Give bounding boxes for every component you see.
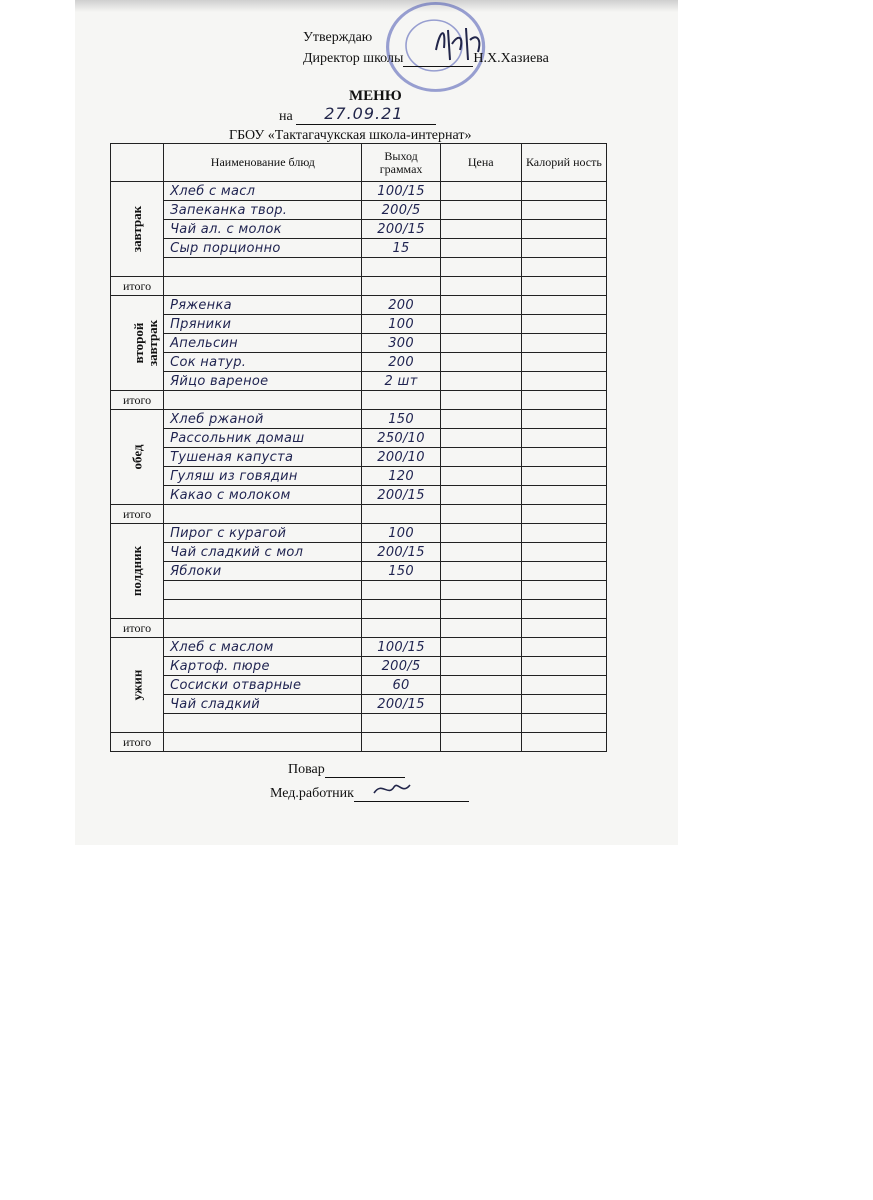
price-cell bbox=[440, 334, 521, 353]
price-cell bbox=[440, 410, 521, 429]
dish-name: Сосиски отварные bbox=[164, 676, 362, 695]
menu-table bbox=[110, 143, 607, 752]
dish-output: 15 bbox=[362, 239, 440, 258]
calories-cell bbox=[521, 410, 606, 429]
total-row bbox=[111, 391, 607, 410]
dish-name: Апельсин bbox=[164, 334, 362, 353]
table-row bbox=[111, 562, 607, 581]
table-row bbox=[111, 467, 607, 486]
table-row bbox=[111, 448, 607, 467]
total-label: итого bbox=[111, 277, 164, 296]
school-name: ГБОУ «Тактагачукская школа-интернат» bbox=[229, 128, 472, 143]
total-calories bbox=[521, 619, 606, 638]
total-label: итого bbox=[111, 733, 164, 752]
cook-label: Повар bbox=[288, 762, 325, 777]
price-cell bbox=[440, 220, 521, 239]
calories-cell bbox=[521, 334, 606, 353]
total-output bbox=[362, 505, 440, 524]
dish-name bbox=[164, 600, 362, 619]
dish-name: Яблоки bbox=[164, 562, 362, 581]
dish-output: 200 bbox=[362, 296, 440, 315]
dish-output: 2 шт bbox=[362, 372, 440, 391]
dish-name: Чай сладкий bbox=[164, 695, 362, 714]
header-dish: Наименование блюд bbox=[164, 144, 362, 182]
dish-output bbox=[362, 581, 440, 600]
total-output bbox=[362, 733, 440, 752]
total-row bbox=[111, 733, 607, 752]
price-cell bbox=[440, 657, 521, 676]
calories-cell bbox=[521, 581, 606, 600]
date-prefix: на bbox=[279, 109, 293, 124]
calories-cell bbox=[521, 600, 606, 619]
total-dish bbox=[164, 505, 362, 524]
meal-name: второй завтрак bbox=[131, 319, 160, 366]
total-dish bbox=[164, 619, 362, 638]
price-cell bbox=[440, 182, 521, 201]
table-header-row bbox=[111, 144, 607, 182]
table-row bbox=[111, 486, 607, 505]
dish-output: 100/15 bbox=[362, 638, 440, 657]
total-row bbox=[111, 277, 607, 296]
total-label: итого bbox=[111, 391, 164, 410]
dish-name bbox=[164, 714, 362, 733]
header-meal bbox=[111, 144, 164, 182]
total-dish bbox=[164, 391, 362, 410]
header-calories: Калорий ность bbox=[521, 144, 606, 182]
table-row bbox=[111, 695, 607, 714]
dish-output: 120 bbox=[362, 467, 440, 486]
meal-name-cell bbox=[111, 524, 164, 619]
dish-name: Чай сладкий с мол bbox=[164, 543, 362, 562]
price-cell bbox=[440, 315, 521, 334]
total-price bbox=[440, 391, 521, 410]
dish-output: 250/10 bbox=[362, 429, 440, 448]
table-row bbox=[111, 581, 607, 600]
table-row bbox=[111, 638, 607, 657]
calories-cell bbox=[521, 220, 606, 239]
price-cell bbox=[440, 258, 521, 277]
total-price bbox=[440, 619, 521, 638]
table-row bbox=[111, 714, 607, 733]
medic-blank bbox=[354, 787, 469, 802]
dish-output bbox=[362, 714, 440, 733]
header-price: Цена bbox=[440, 144, 521, 182]
table-row bbox=[111, 600, 607, 619]
table-row bbox=[111, 676, 607, 695]
dish-output: 200 bbox=[362, 353, 440, 372]
dish-output: 200/15 bbox=[362, 220, 440, 239]
price-cell bbox=[440, 562, 521, 581]
table-row bbox=[111, 296, 607, 315]
director-label: Директор школы bbox=[303, 51, 404, 66]
scan-top-edge bbox=[75, 0, 678, 12]
dish-output bbox=[362, 600, 440, 619]
table-row bbox=[111, 410, 607, 429]
table-row bbox=[111, 334, 607, 353]
total-dish bbox=[164, 277, 362, 296]
price-cell bbox=[440, 239, 521, 258]
dish-output: 200/5 bbox=[362, 201, 440, 220]
meal-name: завтрак bbox=[129, 205, 145, 252]
meal-name-cell bbox=[111, 182, 164, 277]
price-cell bbox=[440, 638, 521, 657]
dish-output: 100/15 bbox=[362, 182, 440, 201]
dish-name: Картоф. пюре bbox=[164, 657, 362, 676]
price-cell bbox=[440, 524, 521, 543]
dish-name: Пряники bbox=[164, 315, 362, 334]
calories-cell bbox=[521, 353, 606, 372]
table-row bbox=[111, 524, 607, 543]
date-line bbox=[279, 104, 436, 125]
dish-output: 100 bbox=[362, 315, 440, 334]
total-price bbox=[440, 277, 521, 296]
dish-output bbox=[362, 258, 440, 277]
dish-output: 200/15 bbox=[362, 486, 440, 505]
price-cell bbox=[440, 714, 521, 733]
dish-name: Ряженка bbox=[164, 296, 362, 315]
calories-cell bbox=[521, 258, 606, 277]
dish-name: Хлеб с масл bbox=[164, 182, 362, 201]
table-row bbox=[111, 657, 607, 676]
calories-cell bbox=[521, 467, 606, 486]
table-row bbox=[111, 543, 607, 562]
total-output bbox=[362, 277, 440, 296]
total-label: итого bbox=[111, 505, 164, 524]
medic-signature bbox=[372, 779, 412, 799]
document-title: МЕНЮ bbox=[349, 88, 402, 104]
calories-cell bbox=[521, 524, 606, 543]
calories-cell bbox=[521, 315, 606, 334]
calories-cell bbox=[521, 638, 606, 657]
total-calories bbox=[521, 277, 606, 296]
dish-output: 200/15 bbox=[362, 695, 440, 714]
dish-name bbox=[164, 258, 362, 277]
total-price bbox=[440, 505, 521, 524]
total-calories bbox=[521, 391, 606, 410]
dish-name: Какао с молоком bbox=[164, 486, 362, 505]
approve-label: Утверждаю bbox=[303, 30, 373, 45]
dish-name: Рассольник домаш bbox=[164, 429, 362, 448]
date-blank bbox=[296, 104, 436, 125]
calories-cell bbox=[521, 714, 606, 733]
meal-name-cell bbox=[111, 410, 164, 505]
total-calories bbox=[521, 733, 606, 752]
price-cell bbox=[440, 581, 521, 600]
dish-output: 200/10 bbox=[362, 448, 440, 467]
dish-output: 300 bbox=[362, 334, 440, 353]
price-cell bbox=[440, 353, 521, 372]
medic-label: Мед.работник bbox=[270, 786, 354, 801]
table-row bbox=[111, 372, 607, 391]
cook-blank bbox=[325, 763, 405, 778]
calories-cell bbox=[521, 372, 606, 391]
total-output bbox=[362, 391, 440, 410]
dish-name: Пирог с курагой bbox=[164, 524, 362, 543]
dish-output: 200/5 bbox=[362, 657, 440, 676]
calories-cell bbox=[521, 657, 606, 676]
total-dish bbox=[164, 733, 362, 752]
dish-name: Сыр порционно bbox=[164, 239, 362, 258]
table-row bbox=[111, 258, 607, 277]
price-cell bbox=[440, 676, 521, 695]
dish-name: Чай ал. с молок bbox=[164, 220, 362, 239]
signature-blank bbox=[403, 52, 473, 67]
dish-output: 100 bbox=[362, 524, 440, 543]
price-cell bbox=[440, 429, 521, 448]
meal-name: обед bbox=[129, 443, 145, 470]
calories-cell bbox=[521, 676, 606, 695]
calories-cell bbox=[521, 562, 606, 581]
price-cell bbox=[440, 372, 521, 391]
calories-cell bbox=[521, 543, 606, 562]
price-cell bbox=[440, 695, 521, 714]
dish-name: Хлеб ржаной bbox=[164, 410, 362, 429]
table-row bbox=[111, 182, 607, 201]
price-cell bbox=[440, 600, 521, 619]
dish-name: Сок натур. bbox=[164, 353, 362, 372]
price-cell bbox=[440, 486, 521, 505]
calories-cell bbox=[521, 239, 606, 258]
table-row bbox=[111, 315, 607, 334]
total-calories bbox=[521, 505, 606, 524]
calories-cell bbox=[521, 201, 606, 220]
total-row bbox=[111, 619, 607, 638]
table-row bbox=[111, 429, 607, 448]
calories-cell bbox=[521, 695, 606, 714]
medic-line bbox=[270, 786, 469, 802]
director-name: Н.Х.Хазиева bbox=[473, 51, 549, 66]
total-row bbox=[111, 505, 607, 524]
total-price bbox=[440, 733, 521, 752]
cook-line bbox=[288, 762, 405, 778]
calories-cell bbox=[521, 296, 606, 315]
meal-name: ужин bbox=[129, 669, 145, 700]
price-cell bbox=[440, 201, 521, 220]
total-output bbox=[362, 619, 440, 638]
director-line bbox=[303, 51, 549, 67]
calories-cell bbox=[521, 429, 606, 448]
price-cell bbox=[440, 543, 521, 562]
dish-output: 150 bbox=[362, 562, 440, 581]
dish-name: Гуляш из говядин bbox=[164, 467, 362, 486]
price-cell bbox=[440, 448, 521, 467]
meal-name-cell bbox=[111, 296, 164, 391]
dish-name: Тушеная капуста bbox=[164, 448, 362, 467]
dish-output: 200/15 bbox=[362, 543, 440, 562]
meal-name: полдник bbox=[129, 545, 145, 596]
date-value: 27.09.21 bbox=[324, 104, 404, 123]
meal-name-cell bbox=[111, 638, 164, 733]
table-row bbox=[111, 239, 607, 258]
table-row bbox=[111, 201, 607, 220]
dish-name: Яйцо вареное bbox=[164, 372, 362, 391]
calories-cell bbox=[521, 448, 606, 467]
calories-cell bbox=[521, 182, 606, 201]
header-output: Выход граммах bbox=[362, 144, 440, 182]
table-row bbox=[111, 220, 607, 239]
price-cell bbox=[440, 467, 521, 486]
dish-name bbox=[164, 581, 362, 600]
dish-name: Запеканка твор. bbox=[164, 201, 362, 220]
calories-cell bbox=[521, 486, 606, 505]
dish-output: 150 bbox=[362, 410, 440, 429]
table-row bbox=[111, 353, 607, 372]
dish-output: 60 bbox=[362, 676, 440, 695]
total-label: итого bbox=[111, 619, 164, 638]
dish-name: Хлеб с маслом bbox=[164, 638, 362, 657]
price-cell bbox=[440, 296, 521, 315]
